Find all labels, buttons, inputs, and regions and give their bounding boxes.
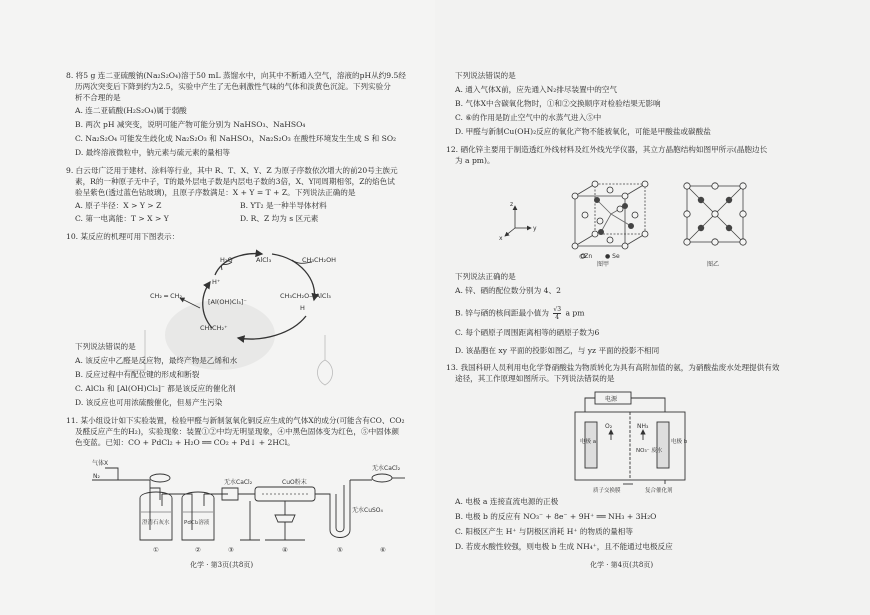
q9-option-c: C. 第一电离能：T > X > Y	[75, 214, 169, 223]
mech-hplus: H⁺	[212, 278, 221, 286]
q8-option-a: A. 连二亚硫酸(H₂S₂O₄)属于弱酸	[75, 106, 187, 115]
app-num-3: ③	[228, 546, 234, 554]
app-cuso4-label: 无水CuSO₄	[352, 507, 383, 514]
q11-question: 下列说法错误的是	[455, 71, 516, 80]
axis-x-label: x	[499, 235, 503, 242]
left-page-footer: 化学 · 第3页(共8页)	[190, 561, 254, 569]
q10-option-a: A. 该反应中乙醛是反应物，最终产物是乙烯和水	[75, 356, 238, 365]
cell-nh3: NH₃	[637, 423, 649, 430]
q13-option-c: C. 阳极区产生 H⁺ 与阴极区消耗 H⁺ 的物质的量相等	[455, 527, 633, 536]
app-bottle2-label: PdCl₂溶液	[184, 520, 210, 526]
q12-question: 下列说法正确的是	[455, 272, 516, 281]
q8-stem-line1: 8. 将5 g 连二亚硫酸钠(Na₂S₂O₄)溶于50 mL 蒸馏水中，向其中不断通入空气，溶液的pH从约9.5经	[66, 71, 406, 80]
q13-stem-line2: 途径，其工作原理如图所示。下列说法错误的是	[455, 374, 615, 383]
mech-h2o: H₂O	[220, 256, 233, 264]
axis-y-label: y	[533, 225, 537, 232]
mech-ethanol: CH₃CH₂OH	[302, 256, 337, 264]
app-num-4: ④	[282, 546, 288, 554]
app-num-2: ②	[195, 546, 201, 554]
q9-stem-line2: 素，R的一种原子无中子，T的最外层电子数是内层电子数的3倍，X、Y同周期相邻，Z的焰色试	[75, 177, 395, 186]
mech-adduct: CH₃CH₂O—AlCl₃	[280, 292, 331, 300]
fraction-denominator: 4	[555, 314, 560, 321]
q11-option-c: C. ⑥的作用是防止空气中的水蒸气进入⑤中	[455, 113, 602, 122]
app-num-6: ⑥	[380, 546, 386, 554]
app-gasx-label: 气体X	[92, 460, 109, 467]
q8-option-d: D. 最终溶液微粒中，钠元素与硫元素的量相等	[75, 148, 230, 157]
q11-stem-line3: 色变蓝。已知：CO + PdCl₂ + H₂O ══ CO₂ + Pd↓ + 2HCl。	[75, 438, 295, 447]
q12-option-b-prefix: B. 锌与硒的核间距最小值为	[455, 308, 549, 318]
q12-option-c: C. 每个硒原子周围距离相等的硒原子数为6	[455, 328, 600, 337]
q11-option-a: A. 通入气体X前，应先通入N₂排尽装置中的空气	[455, 85, 618, 94]
cell-membrane: 质子交换膜	[593, 488, 621, 494]
q8-option-b: B. 两次 pH 减突变，说明可能产物可能分别为 NaHSO₃、NaHSO₄	[75, 120, 306, 129]
q8-stem-line3: 析不合理的是	[75, 93, 121, 102]
cell-electrode-b: 电极 b	[671, 439, 688, 445]
mech-adduct-h: H	[300, 304, 305, 312]
legend-se: ● Se	[605, 253, 620, 260]
app-cacl2-label1: 无水CaCl₂	[224, 479, 253, 486]
fig1-caption: 图甲	[597, 261, 610, 268]
q12-option-b	[455, 306, 584, 321]
q12-stem-line2: 为 a pm)。	[455, 156, 495, 165]
q13-stem-line1: 13. 我国科研人员利用电化学脊硝酸盐为物质转化为具有高附加值的氨，为硝酸盐废水处理提供有效	[446, 363, 780, 372]
cell-catalyst: 复合催化剂	[645, 488, 673, 494]
app-num-5: ⑤	[337, 546, 343, 554]
q9-option-d: D. R、Z 均为 s 区元素	[240, 214, 319, 223]
q13-option-b: B. 电极 b 的反应有 NO₃⁻ + 8e⁻ + 9H⁺ ══ NH₃ + 3H₂O	[455, 512, 657, 521]
cell-electrode-a: 电极 a	[580, 439, 597, 445]
app-cuo-label: CuO粉末	[282, 479, 307, 486]
q8-stem-line2: 历两次突变后下降到约为2.5，实验中产生了无色刺激性气味的气体和淡黄色沉淀。下列实验分	[75, 82, 391, 91]
q10-stem: 10. 某反应的机理可用下图表示：	[66, 232, 180, 241]
mech-complex: [Al(OH)Cl₃]⁻	[208, 298, 247, 306]
q11-stem-line1: 11. 某小组设计如下实验装置，检验甲醛与新制氢氧化铜反应生成的气体X的成分(可能含有CO、CO₂	[66, 416, 405, 425]
q12-option-b-fraction	[553, 306, 561, 321]
q8-option-c: C. Na₂S₂O₄ 可能发生歧化成 Na₂S₂O₃ 和 NaHSO₃，Na₂S₂O₃ 在酸性环境发生生成 S 和 SO₂	[75, 134, 397, 143]
q12-option-a: A. 锌、硒的配位数分别为 4、2	[455, 286, 561, 295]
q12-option-b-suffix: a pm	[565, 308, 585, 318]
cell-o2: O₂	[605, 423, 613, 430]
app-bottle1-label: 澄清石灰水	[142, 520, 170, 526]
q9-stem-line1: 9. 白云母广泛用于建材、涂料等行业，其中 R、T、X、Y、Z 为原子序数依次增大的前20号主族元	[66, 166, 398, 175]
q10-option-b: B. 反应过程中有配位键的形成和断裂	[75, 370, 200, 379]
q12-stem-line1: 12. 硒化锌主要用于制造透红外线材料及红外线光学仪器，其立方晶胞结构如图甲所示(晶胞边长	[446, 145, 768, 154]
q9-option-b: B. YT₂ 是一种半导体材料	[240, 201, 327, 210]
q12-option-d: D. 该晶胞在 xy 平面的投影如图乙，与 yz 平面的投影不相同	[455, 346, 660, 355]
q10-question: 下列说法错误的是	[75, 342, 136, 351]
mech-ethylene: CH₂ ═ CH₂	[150, 292, 183, 300]
electrolysis-cell	[575, 392, 685, 484]
fig2-caption: 图乙	[707, 261, 720, 268]
axis-z-label: z	[510, 201, 514, 208]
mech-carbocation: CH₃CH₂⁺	[200, 324, 228, 332]
q9-option-a: A. 原子半径：X > Y > Z	[75, 201, 162, 210]
legend-zn: ○Zn	[579, 253, 593, 260]
q10-option-d: D. 该反应也可用浓硫酸催化，但易产生污染	[75, 398, 223, 407]
page-right	[435, 0, 870, 615]
right-page-footer: 化学 · 第4页(共8页)	[590, 561, 654, 569]
cell-no3: NO₃⁻ 废水	[636, 448, 663, 454]
q11-option-b: B. 气体X中含碳氧化物时，①和②交换顺序对检验结果无影响	[455, 99, 661, 108]
q11-option-d: D. 甲醛与新制Cu(OH)₂反应的氧化产物不能被氧化，可能是甲酸盐或碳酸盐	[455, 127, 711, 136]
fraction-numerator: √3	[553, 306, 562, 313]
cell-source: 电源	[605, 396, 618, 403]
q11-stem-line2: 及醛反应产生的H₂)，实验现象：装置①②中均无明显现象，④中黑色固体变为红色，⑤中固体颜	[75, 427, 399, 436]
q13-option-d: D. 若废水酸性较强，则电极 b 生成 NH₄⁺，且不能通过电极反应	[455, 542, 673, 551]
q9-stem-line3: 验呈紫色(透过蓝色钴玻璃)，且原子序数满足：X + Y = T + Z。下列说法正确的是	[75, 188, 356, 197]
mech-alcl3: AlCl₃	[256, 256, 272, 264]
q10-option-c: C. AlCl₃ 和 [Al(OH)Cl₃]⁻ 都是该反应的催化剂	[75, 384, 236, 393]
q13-option-a: A. 电极 a 连接直流电源的正极	[455, 497, 559, 506]
app-cacl2-label2: 无水CaCl₂	[372, 465, 401, 472]
app-n2-label: N₂	[93, 473, 100, 480]
app-num-1: ①	[153, 546, 159, 554]
